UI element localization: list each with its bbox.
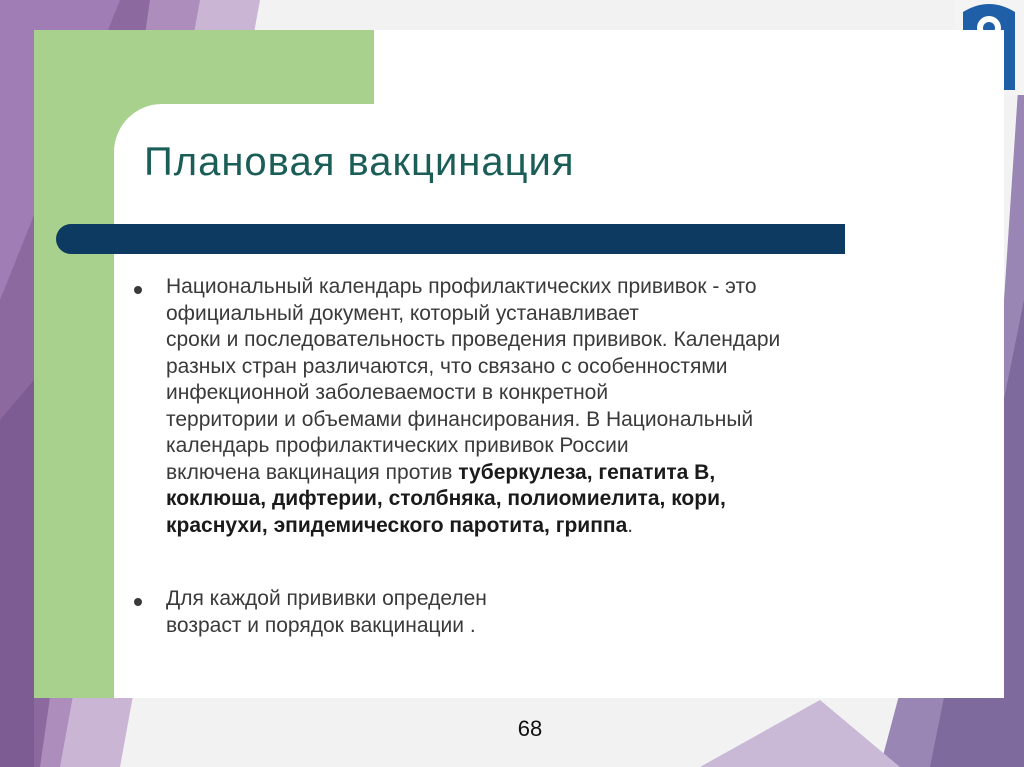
- bullet-text-bold: коклюша, дифтерии, столбняка, полиомиелита, кори,: [166, 487, 726, 510]
- bullet-line: календарь профилактических прививок России: [166, 434, 629, 457]
- bullet-text-bold: краснухи, эпидемического паротита, гриппа: [166, 513, 628, 537]
- bullet-list: [128, 274, 978, 639]
- bullet-line: Для каждой прививки определен: [166, 587, 487, 610]
- bullet-item-age-order: [128, 586, 978, 639]
- bullet-line: возраст и порядок вакцинации .: [166, 613, 476, 637]
- bullet-text-plain: включена вакцинация против: [166, 460, 459, 484]
- bullet-text-bold: туберкулеза, гепатита В,: [458, 460, 716, 484]
- bullet-line: разных стран различаются, что связано с особенностями: [166, 354, 728, 378]
- bullet-line: инфекционной заболеваемости в конкретной: [166, 381, 609, 404]
- slide-title: Плановая вакцинация: [144, 140, 575, 184]
- bullet-item-calendar: [128, 274, 978, 539]
- page-number: 68: [517, 716, 543, 741]
- bullet-line: официальный документ, который устанавливает: [166, 301, 639, 325]
- bullet-dot-icon: [134, 598, 142, 606]
- bullet-line: [166, 460, 978, 487]
- bullet-text-plain: .: [627, 513, 634, 537]
- bullet-line: [166, 513, 978, 540]
- bullet-line: территории и объемами финансирования. В Национальный: [166, 407, 754, 431]
- bullet-line: Национальный календарь профилактических прививок - это: [166, 275, 757, 298]
- bullet-dot-icon: [134, 286, 142, 294]
- bullet-line: сроки и последовательность проведения прививок. Календари: [166, 328, 781, 351]
- title-underline-bar: [56, 224, 845, 254]
